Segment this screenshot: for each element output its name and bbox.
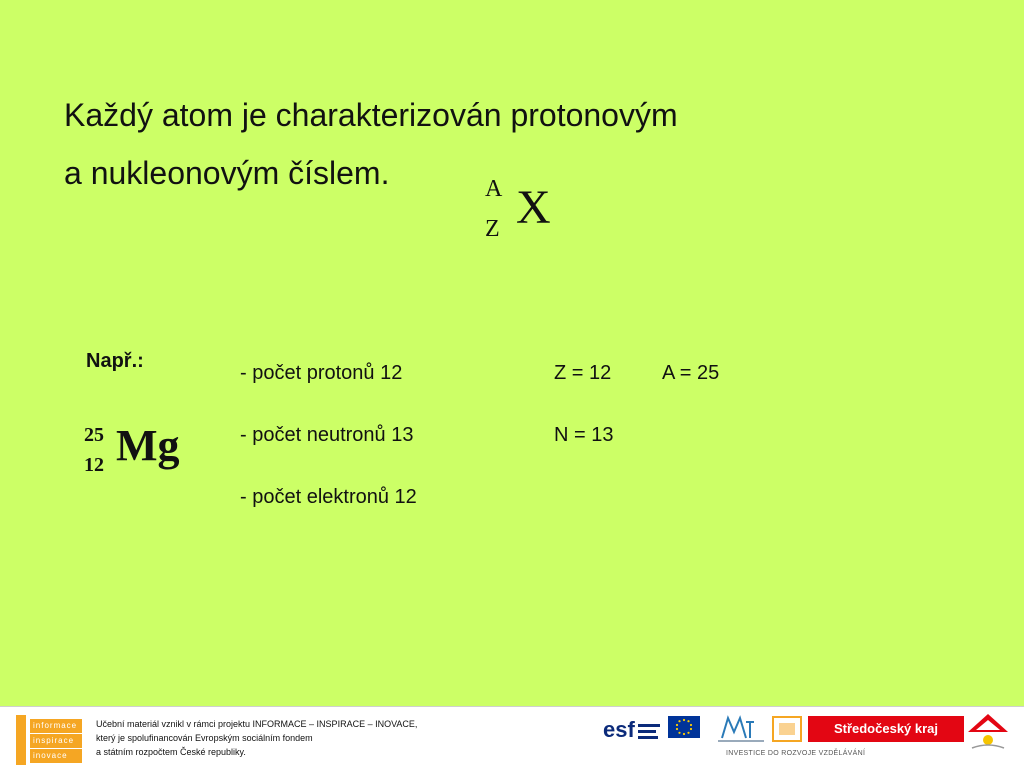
footer-text-line-3: a státním rozpočtem České republiky. [96,747,246,757]
mass-number-formula: A = 25 [662,362,720,384]
protons-text: - počet protonů 12 [240,362,403,384]
element-symbol: X [516,181,551,234]
jesenice-logo [966,712,1010,752]
mg-symbol: Mg [116,421,180,470]
mass-number-symbol: A [485,176,503,202]
logo-line-2: inspirace [30,734,82,748]
msmt-logo [716,714,766,744]
logo-bar [16,715,26,765]
footer-text [96,717,417,759]
footer-text-line-1: Učební materiál vznikl v rámci projektu INFORMACE – INSPIRACE – INOVACE, [96,719,418,729]
esf-logo-text: esf [603,717,635,742]
logo-line-3: inovace [30,749,82,763]
atomic-number-symbol: Z [485,216,500,242]
magnesium-nuclide-notation [84,420,194,482]
footer-text-line-2: který je spolufinancován Evropským sociálním fondem [96,733,313,743]
mg-atomic-number: 12 [84,454,104,476]
mg-mass-number: 25 [84,424,104,446]
esf-logo [602,714,662,744]
slide-title [64,86,678,202]
logo-line-1: informace [30,719,82,733]
example-label: Např.: [86,350,144,372]
electrons-text: - počet elektronů 12 [240,486,417,508]
title-line-2: a nukleonovým číslem. [64,155,390,191]
generic-nuclide-notation [482,176,572,252]
protons-formula: Z = 12 [554,362,612,384]
investice-label: INVESTICE DO ROZVOJE VZDĚLÁVÁNÍ [726,750,866,757]
informace-inspirace-inovace-logo [16,715,82,765]
stredocesky-kraj-logo: Středočeský kraj [808,716,964,742]
neutrons-formula: N = 13 [554,424,614,446]
kraj-small-logo [772,716,802,742]
neutrons-text: - počet neutronů 13 [240,424,414,446]
eu-flag-logo [668,716,700,738]
title-line-1: Každý atom je charakterizován protonovým [64,97,678,133]
